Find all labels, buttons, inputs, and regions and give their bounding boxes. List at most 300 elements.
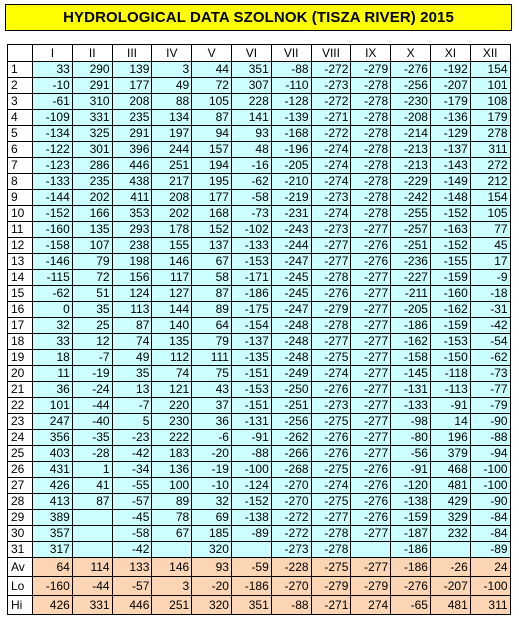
data-cell: -279 (311, 302, 351, 318)
data-cell: 89 (192, 302, 232, 318)
month-header: IX (351, 45, 391, 62)
month-header: VIII (311, 45, 351, 62)
data-cell: -73 (470, 366, 510, 382)
data-cell: -19 (192, 462, 232, 478)
data-cell: -9 (470, 270, 510, 286)
day-label: 25 (8, 446, 33, 462)
stat-row (8, 596, 511, 615)
data-cell: -213 (391, 158, 431, 174)
data-cell: -270 (271, 494, 311, 510)
stat-cell: 3 (152, 577, 192, 596)
data-cell: 329 (430, 510, 470, 526)
data-cell: -274 (311, 478, 351, 494)
data-cell: -139 (271, 110, 311, 126)
data-cell: 25 (72, 318, 112, 334)
data-cell: -196 (271, 142, 311, 158)
data-cell: -159 (430, 270, 470, 286)
data-cell: -277 (311, 510, 351, 526)
data-cell: -79 (470, 398, 510, 414)
data-cell: 112 (152, 350, 192, 366)
table-row (8, 222, 511, 238)
data-cell: -270 (271, 478, 311, 494)
data-cell: -162 (430, 302, 470, 318)
data-cell: -277 (311, 238, 351, 254)
stat-cell: 320 (192, 596, 232, 615)
table-body (8, 62, 511, 615)
data-cell: 144 (152, 302, 192, 318)
data-cell: -24 (72, 382, 112, 398)
table-row (8, 414, 511, 430)
month-header: X (391, 45, 431, 62)
data-cell: -137 (430, 142, 470, 158)
stat-cell: -270 (271, 577, 311, 596)
data-cell: -205 (391, 302, 431, 318)
table-row (8, 190, 511, 206)
data-cell: -91 (391, 462, 431, 478)
day-label: 22 (8, 398, 33, 414)
data-cell: -57 (112, 494, 152, 510)
data-cell (152, 542, 192, 558)
data-cell: 14 (430, 414, 470, 430)
data-cell: -143 (430, 158, 470, 174)
corner-cell (8, 45, 33, 62)
data-cell: -276 (391, 62, 431, 78)
data-cell: 202 (72, 190, 112, 206)
data-cell: -278 (351, 94, 391, 110)
data-cell: 152 (192, 222, 232, 238)
data-cell: -148 (430, 190, 470, 206)
data-cell: 198 (112, 254, 152, 270)
data-cell: -213 (391, 142, 431, 158)
data-cell: 11 (33, 366, 73, 382)
stat-cell: 146 (152, 558, 192, 577)
data-cell: 238 (112, 238, 152, 254)
data-cell: 293 (112, 222, 152, 238)
data-cell: -91 (231, 430, 271, 446)
data-cell: 101 (33, 398, 73, 414)
data-cell: -133 (391, 398, 431, 414)
data-cell: 403 (33, 446, 73, 462)
stat-cell: -279 (311, 577, 351, 596)
stat-cell: 481 (430, 596, 470, 615)
data-cell: 37 (192, 398, 232, 414)
data-cell: -134 (33, 126, 73, 142)
data-cell: -277 (351, 526, 391, 542)
data-cell: 18 (33, 350, 73, 366)
data-cell: 87 (72, 494, 112, 510)
data-cell: 87 (112, 318, 152, 334)
data-cell: -73 (231, 206, 271, 222)
day-label: 12 (8, 238, 33, 254)
data-cell: -159 (430, 318, 470, 334)
data-cell: 72 (192, 78, 232, 94)
data-cell: 78 (152, 510, 192, 526)
data-cell: -153 (231, 382, 271, 398)
data-cell: 32 (192, 494, 232, 510)
data-cell: -277 (351, 270, 391, 286)
data-cell: -100 (470, 478, 510, 494)
data-cell: 36 (33, 382, 73, 398)
data-cell: -277 (311, 334, 351, 350)
data-cell: 58 (192, 270, 232, 286)
day-label: 4 (8, 110, 33, 126)
day-label: 13 (8, 254, 33, 270)
table-row (8, 478, 511, 494)
data-cell: 17 (470, 254, 510, 270)
data-cell: -276 (311, 430, 351, 446)
data-cell: -262 (271, 430, 311, 446)
data-cell: 101 (470, 78, 510, 94)
data-cell: -277 (351, 350, 391, 366)
data-cell: -273 (311, 222, 351, 238)
data-cell: -89 (470, 542, 510, 558)
stat-cell: -88 (271, 596, 311, 615)
data-cell: 35 (72, 302, 112, 318)
data-cell: 438 (112, 174, 152, 190)
table-row (8, 542, 511, 558)
data-cell: -149 (430, 174, 470, 190)
data-cell: -271 (311, 110, 351, 126)
data-cell: -88 (231, 446, 271, 462)
data-cell: -61 (33, 94, 73, 110)
table-row (8, 78, 511, 94)
data-cell: 197 (152, 126, 192, 142)
stat-cell: -279 (351, 577, 391, 596)
month-header: III (112, 45, 152, 62)
data-cell: -151 (231, 366, 271, 382)
data-cell: -90 (470, 414, 510, 430)
month-header: XI (430, 45, 470, 62)
data-cell: -145 (391, 366, 431, 382)
data-cell: -160 (430, 286, 470, 302)
table-row (8, 254, 511, 270)
data-cell: -102 (231, 222, 271, 238)
data-cell: 44 (192, 62, 232, 78)
data-cell: -273 (311, 190, 351, 206)
table-row (8, 446, 511, 462)
data-cell: -277 (351, 318, 391, 334)
data-cell: 32 (33, 318, 73, 334)
data-cell: -120 (391, 478, 431, 494)
data-cell: -160 (33, 222, 73, 238)
data-cell: -153 (231, 254, 271, 270)
data-cell: 88 (152, 94, 192, 110)
data-cell: 105 (192, 94, 232, 110)
data-cell: 35 (112, 366, 152, 382)
data-cell: -276 (351, 238, 391, 254)
data-cell: 156 (112, 270, 152, 286)
data-cell: -109 (33, 110, 73, 126)
data-cell: -275 (311, 462, 351, 478)
data-cell: 87 (192, 110, 232, 126)
data-cell: -137 (231, 334, 271, 350)
data-cell: -187 (391, 526, 431, 542)
data-cell: -248 (271, 350, 311, 366)
data-cell: 307 (231, 78, 271, 94)
data-cell: 49 (152, 78, 192, 94)
data-cell: 105 (470, 206, 510, 222)
data-cell: -88 (470, 430, 510, 446)
data-cell: -250 (271, 382, 311, 398)
table-row (8, 206, 511, 222)
table-row (8, 62, 511, 78)
data-cell: -155 (430, 254, 470, 270)
data-cell: -154 (231, 318, 271, 334)
data-cell: -274 (311, 366, 351, 382)
data-cell: -158 (391, 350, 431, 366)
data-cell: 141 (231, 110, 271, 126)
data-cell: -58 (112, 526, 152, 542)
data-cell: 75 (192, 366, 232, 382)
data-cell: -272 (271, 510, 311, 526)
data-cell: 113 (112, 302, 152, 318)
data-cell: -35 (72, 430, 112, 446)
data-cell: -277 (351, 222, 391, 238)
data-cell: -100 (470, 462, 510, 478)
data-cell: 33 (33, 334, 73, 350)
data-cell: -236 (391, 254, 431, 270)
day-label: 8 (8, 174, 33, 190)
data-cell: -175 (231, 302, 271, 318)
data-cell: -231 (271, 206, 311, 222)
data-cell: -272 (271, 526, 311, 542)
data-cell: -273 (271, 542, 311, 558)
data-cell: 79 (192, 334, 232, 350)
data-cell: -100 (231, 462, 271, 478)
data-cell: -186 (391, 318, 431, 334)
data-cell: -255 (391, 206, 431, 222)
data-cell: -245 (271, 270, 311, 286)
data-cell: -144 (33, 190, 73, 206)
data-cell: -163 (430, 222, 470, 238)
day-label: 20 (8, 366, 33, 382)
data-cell: 79 (72, 254, 112, 270)
month-header: XII (470, 45, 510, 62)
data-cell: -113 (430, 382, 470, 398)
data-cell: 291 (112, 126, 152, 142)
data-cell: -122 (33, 142, 73, 158)
data-cell: -277 (351, 414, 391, 430)
data-cell: 481 (430, 478, 470, 494)
data-cell: 235 (112, 110, 152, 126)
table-row (8, 286, 511, 302)
data-cell: 111 (192, 350, 232, 366)
stat-cell: 311 (470, 596, 510, 615)
data-cell: 194 (192, 158, 232, 174)
data-cell: -277 (351, 302, 391, 318)
day-label: 10 (8, 206, 33, 222)
day-label: 16 (8, 302, 33, 318)
stat-cell: 93 (192, 558, 232, 577)
data-cell: 232 (430, 526, 470, 542)
page-title: HYDROLOGICAL DATA SZOLNOK (TISZA RIVER) 2015 (5, 4, 512, 31)
day-label: 23 (8, 414, 33, 430)
table-row (8, 270, 511, 286)
data-cell: -278 (351, 174, 391, 190)
data-cell: -277 (351, 430, 391, 446)
data-cell: 220 (152, 398, 192, 414)
data-cell: -247 (271, 302, 311, 318)
data-cell: -186 (231, 286, 271, 302)
data-cell: -20 (192, 446, 232, 462)
data-cell: -278 (351, 110, 391, 126)
stat-cell: 64 (33, 558, 73, 577)
data-cell: 177 (112, 78, 152, 94)
data-cell: -276 (351, 478, 391, 494)
data-cell: -230 (391, 94, 431, 110)
data-cell: -131 (231, 414, 271, 430)
stat-cell: -57 (112, 577, 152, 596)
data-cell: -7 (112, 398, 152, 414)
data-cell: -273 (311, 398, 351, 414)
data-cell: -276 (311, 382, 351, 398)
data-cell: -245 (271, 286, 311, 302)
data-cell: 446 (112, 158, 152, 174)
data-cell: 379 (430, 446, 470, 462)
stat-cell: 331 (72, 596, 112, 615)
data-cell (231, 542, 271, 558)
data-cell: -276 (311, 286, 351, 302)
data-cell: 247 (33, 414, 73, 430)
data-cell: 0 (33, 302, 73, 318)
stat-cell: 426 (33, 596, 73, 615)
data-cell: -275 (311, 494, 351, 510)
data-cell: 291 (72, 78, 112, 94)
data-cell: 429 (430, 494, 470, 510)
data-cell: -138 (391, 494, 431, 510)
data-cell: -247 (271, 254, 311, 270)
data-cell: 468 (430, 462, 470, 478)
data-cell: -168 (271, 126, 311, 142)
hydrological-data-table (7, 44, 511, 615)
data-cell: -110 (271, 78, 311, 94)
data-cell: 135 (152, 334, 192, 350)
data-cell: 286 (72, 158, 112, 174)
stat-cell: 114 (72, 558, 112, 577)
month-header: IV (152, 45, 192, 62)
data-cell: -277 (351, 398, 391, 414)
stat-cell: 351 (231, 596, 271, 615)
data-cell: -153 (430, 334, 470, 350)
data-cell: -277 (351, 334, 391, 350)
data-cell: -151 (231, 398, 271, 414)
data-cell (430, 542, 470, 558)
data-cell: 195 (192, 174, 232, 190)
stat-row (8, 577, 511, 596)
day-label: 15 (8, 286, 33, 302)
data-cell: -211 (391, 286, 431, 302)
data-cell: 135 (72, 222, 112, 238)
data-cell: 196 (430, 430, 470, 446)
data-cell: -256 (391, 78, 431, 94)
day-label: 2 (8, 78, 33, 94)
data-cell: -34 (112, 462, 152, 478)
data-cell: 353 (112, 206, 152, 222)
data-cell (72, 526, 112, 542)
data-cell: -219 (271, 190, 311, 206)
table-row (8, 494, 511, 510)
day-label: 21 (8, 382, 33, 398)
data-cell: -276 (351, 510, 391, 526)
data-cell: -274 (311, 206, 351, 222)
data-cell: -131 (391, 382, 431, 398)
table-row (8, 126, 511, 142)
table-row (8, 462, 511, 478)
data-cell: -278 (311, 526, 351, 542)
data-cell: -272 (311, 126, 351, 142)
data-cell: -278 (311, 270, 351, 286)
data-cell: 136 (152, 462, 192, 478)
data-cell: 251 (152, 158, 192, 174)
data-cell: -277 (351, 286, 391, 302)
stat-cell: -228 (271, 558, 311, 577)
data-cell: -242 (391, 190, 431, 206)
data-cell: 127 (152, 286, 192, 302)
data-cell: -152 (33, 206, 73, 222)
data-cell (351, 542, 391, 558)
stat-cell: 251 (152, 596, 192, 615)
month-header: I (33, 45, 73, 62)
data-cell: -276 (311, 446, 351, 462)
data-cell: -89 (231, 526, 271, 542)
data-cell: -278 (351, 190, 391, 206)
data-cell: -272 (311, 62, 351, 78)
data-cell: -123 (33, 158, 73, 174)
data-cell: -278 (351, 158, 391, 174)
data-cell: -277 (351, 366, 391, 382)
table-row (8, 238, 511, 254)
data-cell: -278 (351, 78, 391, 94)
data-cell: 36 (192, 414, 232, 430)
data-cell: 178 (152, 222, 192, 238)
data-cell (72, 542, 112, 558)
table-row (8, 526, 511, 542)
data-cell: -42 (112, 446, 152, 462)
data-cell: -159 (391, 510, 431, 526)
header-row (8, 45, 511, 62)
data-cell: 411 (112, 190, 152, 206)
day-label: 30 (8, 526, 33, 542)
data-cell: -158 (33, 238, 73, 254)
data-cell: 121 (152, 382, 192, 398)
data-cell: -6 (192, 430, 232, 446)
data-cell: -278 (351, 206, 391, 222)
data-cell: -45 (112, 510, 152, 526)
data-cell: -214 (391, 126, 431, 142)
data-cell: 41 (72, 478, 112, 494)
table-row (8, 334, 511, 350)
data-cell: 124 (112, 286, 152, 302)
data-cell: -249 (271, 366, 311, 382)
table-row (8, 398, 511, 414)
stat-cell: -65 (391, 596, 431, 615)
day-label: 3 (8, 94, 33, 110)
data-cell: -124 (231, 478, 271, 494)
data-cell: 310 (72, 94, 112, 110)
data-cell: 146 (152, 254, 192, 270)
data-cell: 212 (470, 174, 510, 190)
day-label: 7 (8, 158, 33, 174)
day-label: 6 (8, 142, 33, 158)
data-cell: -150 (430, 350, 470, 366)
data-cell: -10 (33, 78, 73, 94)
data-cell: -98 (391, 414, 431, 430)
data-cell: -146 (33, 254, 73, 270)
data-cell: 290 (72, 62, 112, 78)
data-cell: 389 (33, 510, 73, 526)
data-cell: -278 (311, 318, 351, 334)
data-cell: -171 (231, 270, 271, 286)
